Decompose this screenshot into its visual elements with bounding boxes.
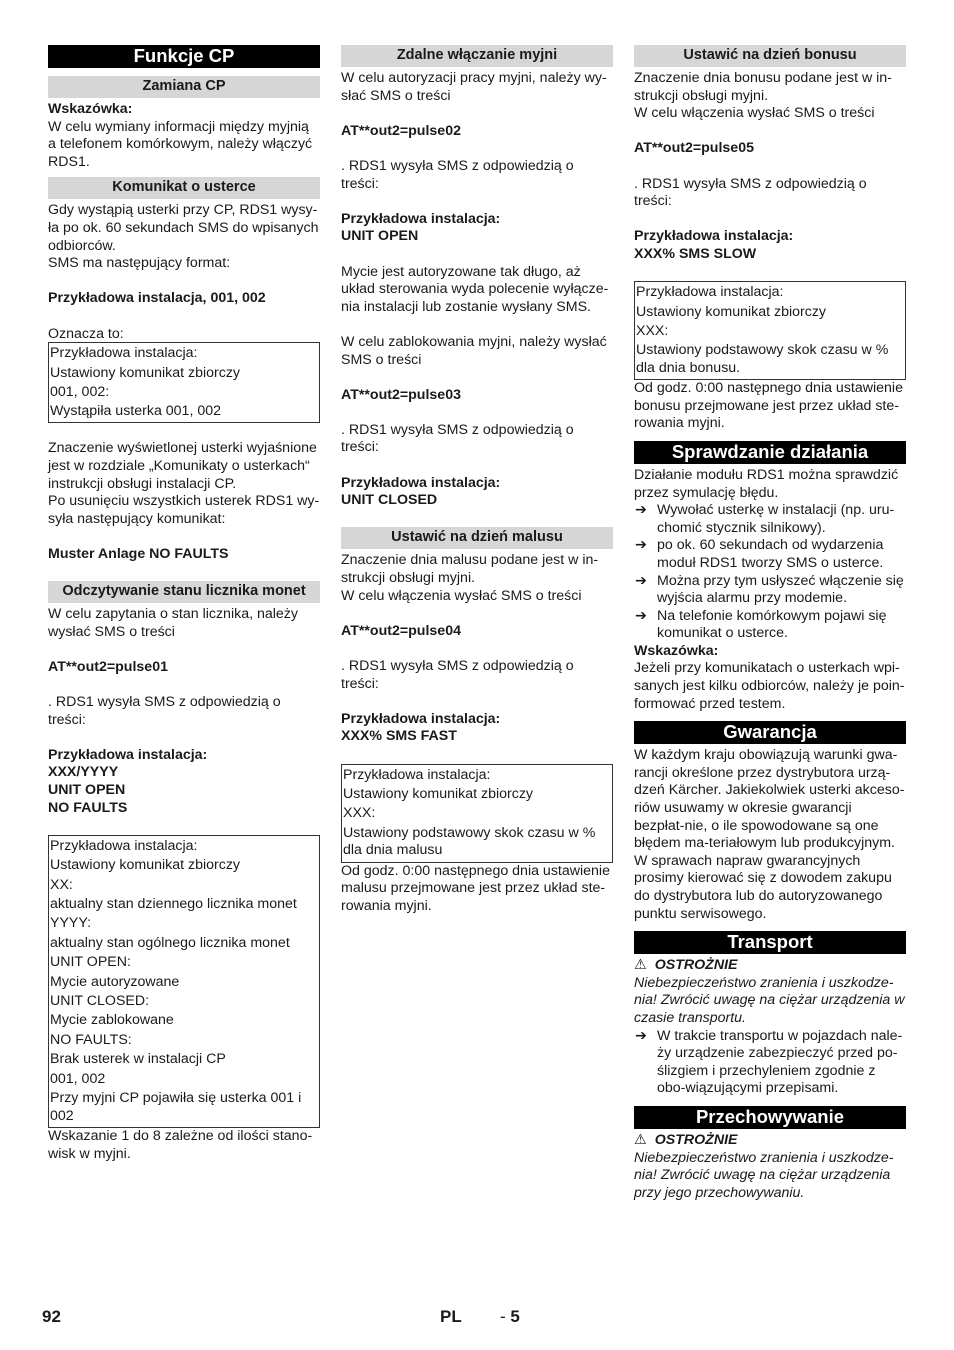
subheading-zamiana-cp: Zamiana CP xyxy=(48,76,320,98)
step-item xyxy=(634,608,906,643)
komunikat-text-4: Po usunięciu wszystkich usterek RDS1 wy-syła następujący komunikat: xyxy=(48,493,320,527)
odczyt-example-line: UNIT OPEN xyxy=(48,782,126,799)
step-item xyxy=(634,573,906,608)
malus-text-1: Znaczenie dnia malusu podane jest w in-strukcji obsługi myjni. xyxy=(341,552,599,587)
malus-text-2: W celu włączenia wysłać SMS o treści xyxy=(341,587,582,604)
step-item xyxy=(634,502,906,537)
box-row: UNIT OPEN: xyxy=(50,954,131,971)
malus-reply: . RDS1 wysyła SMS z odpowiedzią o treści: xyxy=(341,658,574,692)
step-item xyxy=(634,537,906,572)
bonus-command: AT**out2=pulse05 xyxy=(634,140,754,157)
arrow-right-icon: ➔ xyxy=(635,1027,647,1044)
box-row: UNIT CLOSED: xyxy=(50,993,150,1010)
box-row: Ustawiony komunikat zbiorczy xyxy=(50,857,241,874)
bonus-legend-box xyxy=(634,281,906,380)
box-row: YYYY: xyxy=(50,915,92,932)
heading-sprawdzanie: Sprawdzanie działania xyxy=(634,441,906,464)
malus-after: Od godz. 0:00 następnego dnia ustawienie malusu przejmowane jest przez układ ste-rowania myjni. xyxy=(341,862,610,914)
box-row: Ustawiony komunikat zbiorczy xyxy=(343,785,534,802)
zdalne-command-2: AT**out2=pulse03 xyxy=(341,386,461,403)
subheading-zdalne: Zdalne włączanie myjni xyxy=(341,45,613,67)
step-text: po ok. 60 sekundach od wydarzenia moduł RDS1 tworzy SMS o usterce. xyxy=(657,537,884,571)
note-text: W celu wymiany informacji między myjnią a telefonem komórkowym, należy włączyć RDS1. xyxy=(48,118,313,170)
bonus-reply: . RDS1 wysyła SMS z odpowiedzią o treści: xyxy=(634,175,867,210)
sprawdzanie-text: Działanie modułu RDS1 można sprawdzić przez symulację błędu. xyxy=(634,466,899,501)
box-row: XX: xyxy=(50,876,73,893)
step-text: Wywołać usterkę w instalacji (np. uru-chomić stycznik silnikowy). xyxy=(657,502,895,536)
sub-page-prefix: - xyxy=(500,1307,506,1326)
box-row: Przykładowa instalacja: xyxy=(343,766,491,783)
box-row: Wystąpiła usterka 001, 002 xyxy=(50,403,222,420)
bonus-example-line: XXX% SMS SLOW xyxy=(634,245,757,262)
zdalne-command-1: AT**out2=pulse02 xyxy=(341,122,461,139)
zdalne-reply-1: . RDS1 wysyła SMS z odpowiedzią o treści: xyxy=(341,157,574,192)
malus-example-line: XXX% SMS FAST xyxy=(341,728,457,745)
step-text: W trakcie transportu w pojazdach nale-ży urządzenie zabezpieczyć przed po-ślizgiem i przechyleniem zgodnie z obo-wiązującymi przepisami. xyxy=(657,1027,903,1097)
sub-page-value: 5 xyxy=(510,1307,520,1326)
zdalne-reply-2: . RDS1 wysyła SMS z odpowiedzią o treści: xyxy=(341,421,574,456)
box-row: Przy myjni CP pojawiła się usterka 001 i 002 xyxy=(50,1090,302,1124)
column-2 xyxy=(341,45,613,915)
zdalne-example-line: UNIT OPEN xyxy=(341,228,419,245)
komunikat-text-3: Znaczenie wyświetlonej usterki wyjaśnione jest w rozdziale „Komunikaty o usterkach“ instrukcji obsługi instalacji CP. xyxy=(48,440,317,492)
box-row: Brak usterek w instalacji CP xyxy=(50,1051,226,1068)
step-text: Na telefonie komórkowym pojawi się komunikat o usterce. xyxy=(657,607,887,642)
heading-przechowywanie: Przechowywanie xyxy=(634,1106,906,1129)
komunikat-text-2: SMS ma następujący format: xyxy=(48,255,231,272)
odczyt-example-line: XXX/YYYY xyxy=(48,764,119,781)
heading-gwarancja: Gwarancja xyxy=(634,721,906,744)
box-row: Ustawiony komunikat zbiorczy xyxy=(50,364,241,381)
box-row: 001, 002 xyxy=(50,1070,106,1087)
komunikat-text-1: Gdy wystąpią usterki przy CP, RDS1 wysy-ła po ok. 60 sekundach SMS do wpisanych odbiorców. xyxy=(48,202,319,254)
transport-warning xyxy=(634,957,906,975)
counter-legend-box xyxy=(48,835,320,1128)
box-row: XXX: xyxy=(636,322,669,339)
column-1 xyxy=(48,45,320,1163)
komunikat-oznacza: Oznacza to: xyxy=(48,325,124,342)
arrow-right-icon: ➔ xyxy=(635,502,647,519)
fault-legend-box xyxy=(48,342,320,423)
storage-warning-text: Niebezpieczeństwo zranienia i uszkodze-nia! Zwrócić uwagę na ciężar urządzenia przy jego przechowywaniu. xyxy=(634,1149,894,1201)
warning-triangle-icon: ⚠ xyxy=(634,1131,647,1148)
box-row: Ustawiony podstawowy skok czasu w % dla dnia malusu xyxy=(343,824,596,859)
zdalne-text-1: W celu autoryzacji pracy myjni, należy wy-słać SMS o treści xyxy=(341,70,607,104)
box-row: Przykładowa instalacja: xyxy=(636,284,784,301)
malus-legend-box xyxy=(341,764,613,863)
column-3 xyxy=(634,45,906,1202)
heading-funkcje-cp: Funkcje CP xyxy=(48,45,320,68)
malus-example-line: Przykładowa instalacja: xyxy=(341,710,501,727)
zdalne-example-line: Przykładowa instalacja: xyxy=(341,474,501,491)
subheading-malus: Ustawić na dzień malusu xyxy=(341,527,613,549)
gwarancja-text: W każdym kraju obowiązują warunki gwa-rancji określone przez dystrybutora urzą-dzeń Kärcher. Jakiekolwiek usterki akceso-riów usuwamy w okresie gwarancji bezpłat-nie, o ile spowodowane są one błędem ma-teriałowym lub produkcyjnym. W sprawach napraw gwarancyjnych prosimy kierować się z dowodem zakupu do dystrybutora lub do autoryzowanego punktu serwisowego. xyxy=(634,747,905,922)
subheading-bonus: Ustawić na dzień bonusu xyxy=(634,45,906,67)
subheading-komunikat: Komunikat o usterce xyxy=(48,177,320,199)
bonus-text-2: W celu włączenia wysłać SMS o treści xyxy=(634,105,875,122)
bonus-after: Od godz. 0:00 następnego dnia ustawienie bonusu przejmowane jest przez układ ste-rowania myjni. xyxy=(634,380,903,432)
bonus-example-line: Przykładowa instalacja: xyxy=(634,228,794,245)
box-row: Mycie zablokowane xyxy=(50,1012,174,1029)
box-row: NO FAULTS: xyxy=(50,1031,132,1048)
odczyt-command: AT**out2=pulse01 xyxy=(48,658,168,675)
zdalne-text-3: W celu zablokowania myjni, należy wysłać SMS o treści xyxy=(341,333,607,368)
odczyt-example-line: Przykładowa instalacja: xyxy=(48,746,208,763)
page-number: 92 xyxy=(42,1307,61,1326)
box-row: Ustawiony podstawowy skok czasu w % dla dnia bonusu. xyxy=(636,342,889,376)
odczyt-example-line: NO FAULTS xyxy=(48,799,128,816)
transport-warning-text: Niebezpieczeństwo zranienia i uszkodze-nia! Zwrócić uwagę na ciężar urządzenia w czasie transportu. xyxy=(634,974,905,1026)
odczyt-reply: . RDS1 wysyła SMS z odpowiedzią o treści: xyxy=(48,694,281,728)
step-text: Można przy tym usłyszeć włączenie się wyjścia alarmu przy modemie. xyxy=(657,572,904,607)
storage-warning-label: OSTROŻNIE xyxy=(654,1131,738,1148)
arrow-right-icon: ➔ xyxy=(635,607,647,624)
sprawdzanie-note-label: Wskazówka: xyxy=(634,642,719,659)
komunikat-no-faults: Muster Anlage NO FAULTS xyxy=(48,545,229,562)
subheading-odczyt: Odczytywanie stanu licznika monet xyxy=(48,581,320,603)
box-row: aktualny stan dziennego licznika monet xyxy=(50,896,297,913)
box-row: Ustawiony komunikat zbiorczy xyxy=(636,303,827,320)
odczyt-after: Wskazanie 1 do 8 zależne od ilości stano-wisk w myjni. xyxy=(48,1127,313,1162)
sprawdzanie-note-text: Jeżeli przy komunikatach o usterkach wpi-sanych jest kilku odbiorców, należy je poin-formować przed testem. xyxy=(634,660,905,712)
transport-warning-label: OSTROŻNIE xyxy=(654,957,738,974)
warning-triangle-icon: ⚠ xyxy=(634,957,647,974)
note-label: Wskazówka: xyxy=(48,101,133,117)
heading-transport: Transport xyxy=(634,931,906,954)
sub-page-number xyxy=(500,1307,520,1327)
box-row: Przykładowa instalacja: xyxy=(50,345,198,362)
zdalne-text-2: Mycie jest autoryzowane tak długo, aż układ sterowania wyda polecenie wyłącze-nia instalacji lub zostanie wysłany SMS. xyxy=(341,263,609,315)
arrow-right-icon: ➔ xyxy=(635,572,647,589)
box-row: Mycie autoryzowane xyxy=(50,973,180,990)
box-row: aktualny stan ogólnego licznika monet xyxy=(50,934,290,951)
storage-warning xyxy=(634,1132,906,1150)
step-item xyxy=(634,1028,906,1098)
box-row: 001, 002: xyxy=(50,383,110,400)
bonus-text-1: Znaczenie dnia bonusu podane jest w in-strukcji obsługi myjni. xyxy=(634,70,892,104)
box-row: Przykładowa instalacja: xyxy=(50,837,198,854)
arrow-right-icon: ➔ xyxy=(635,537,647,554)
zdalne-example-line: Przykładowa instalacja: xyxy=(341,210,501,227)
malus-command: AT**out2=pulse04 xyxy=(341,622,461,639)
zdalne-example-line: UNIT CLOSED xyxy=(341,492,438,509)
komunikat-example: Przykładowa instalacja, 001, 002 xyxy=(48,290,266,307)
language-code: PL xyxy=(440,1307,462,1326)
box-row: XXX: xyxy=(343,805,376,822)
odczyt-text-1: W celu zapytania o stan licznika, należy wysłać SMS o treści xyxy=(48,606,298,640)
